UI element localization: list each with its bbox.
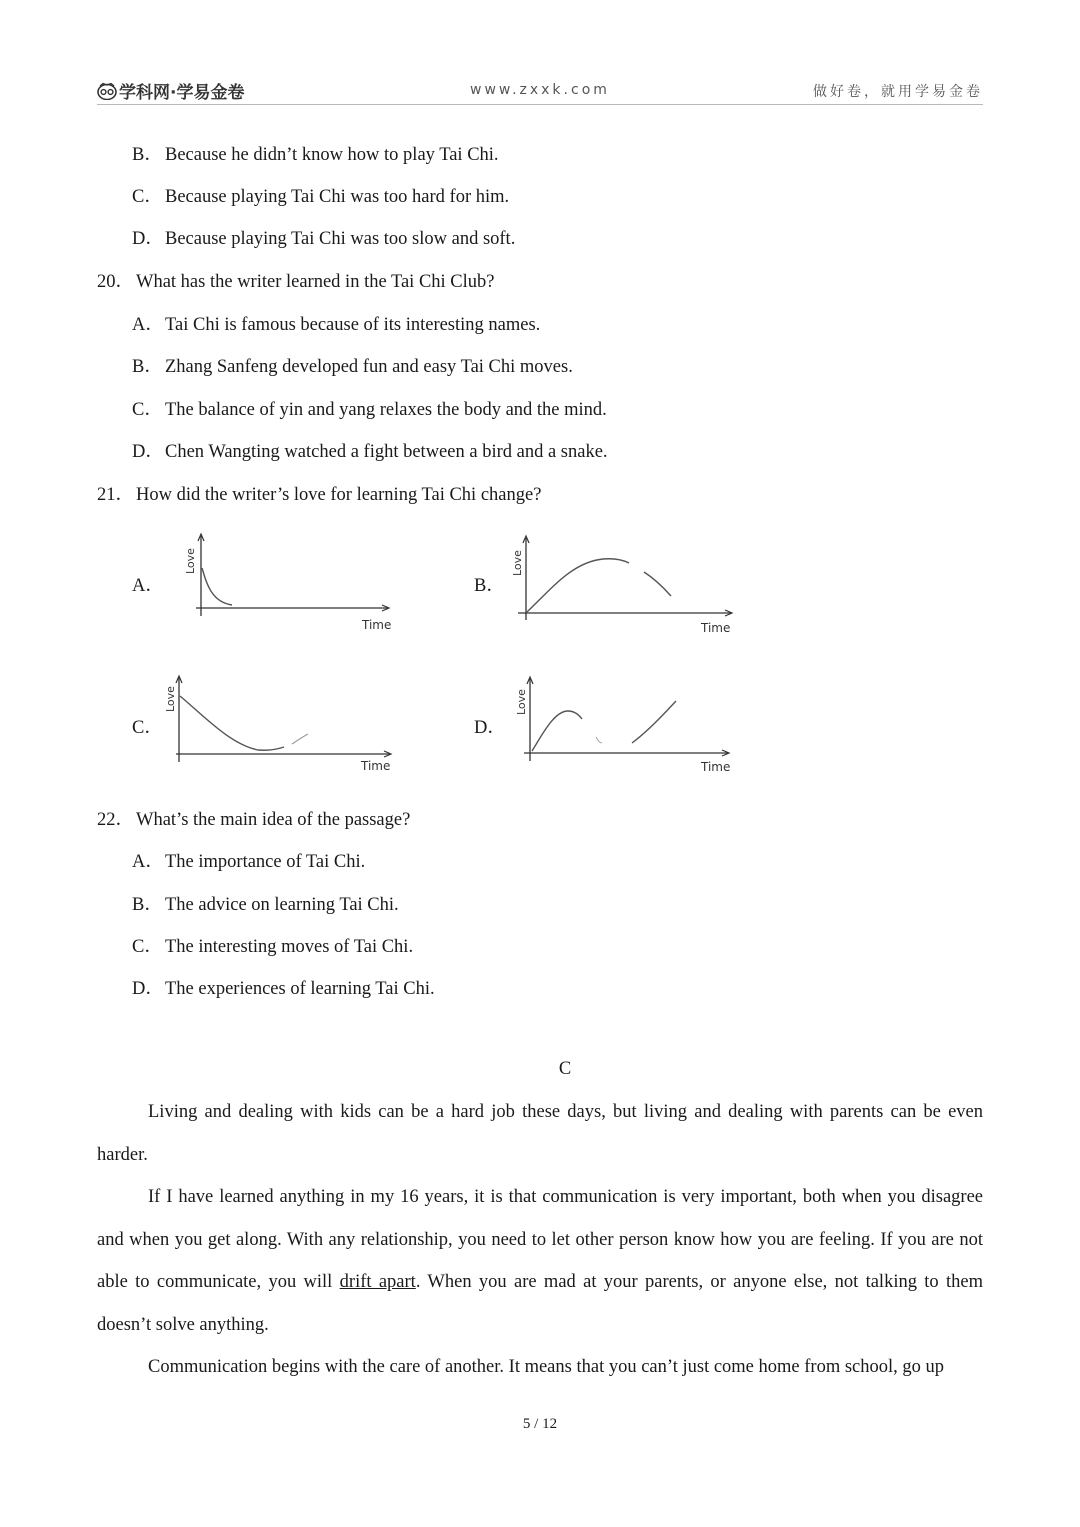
option-letter: C． — [132, 937, 163, 957]
option-letter: B． — [132, 145, 163, 165]
page-number: 5 / 12 — [522, 1416, 558, 1432]
x-axis-label: Time — [701, 760, 731, 774]
site-url: www.zxxk.com — [470, 82, 610, 98]
q20-option-c — [132, 395, 607, 421]
q20-option-b — [132, 352, 573, 378]
section-heading: C — [558, 1059, 572, 1079]
q22-option-c — [132, 932, 413, 958]
chart-b-label: B． — [474, 576, 505, 596]
q22-option-b — [132, 890, 399, 916]
option-letter: B． — [132, 895, 163, 915]
chart-a-label: A． — [132, 576, 164, 596]
logo-text: 学科网·学易金卷 — [119, 83, 245, 103]
q20-option-d — [132, 437, 608, 463]
x-axis-label: Time — [701, 621, 731, 635]
option-letter: D． — [132, 229, 164, 249]
love-curve-rise — [532, 711, 582, 751]
option-text: The experiences of learning Tai Chi. — [165, 979, 435, 999]
chart-b — [503, 532, 743, 637]
love-curve-tail — [292, 734, 308, 744]
option-text: Because playing Tai Chi was too hard for him. — [165, 187, 510, 207]
underlined-phrase: drift apart — [339, 1272, 416, 1292]
love-curve-rise — [527, 559, 629, 612]
q22-option-a — [132, 847, 365, 873]
question-number: 20． — [97, 272, 135, 292]
passage-paragraph-1: Living and dealing with kids can be a hard job these days, but living and dealing with parents can be even harder. — [97, 1102, 983, 1165]
question-number: 21． — [97, 485, 135, 505]
question-text: What’s the main idea of the passage? — [136, 810, 411, 830]
option-text: The interesting moves of Tai Chi. — [165, 937, 414, 957]
question-20 — [97, 267, 495, 293]
question-text: How did the writer’s love for learning Tai Chi change? — [136, 485, 542, 505]
option-text: Zhang Sanfeng developed fun and easy Tai Chi moves. — [165, 357, 573, 377]
q22-option-d — [132, 974, 435, 1000]
option-letter: B． — [132, 357, 163, 377]
option-letter: A． — [132, 315, 164, 335]
passage-paragraph-3: Communication begins with the care of another. It means that you can’t just come home from school, go up — [148, 1357, 945, 1377]
love-curve — [202, 568, 232, 605]
question-21 — [97, 480, 541, 506]
love-curve-dip — [596, 737, 602, 743]
logo — [97, 78, 244, 103]
x-axis-label: Time — [361, 759, 391, 773]
y-axis-label: Love — [511, 550, 524, 576]
chart-d — [508, 673, 743, 778]
question-number: 22． — [97, 810, 135, 830]
q19-option-b — [132, 140, 499, 166]
q20-option-a — [132, 310, 540, 336]
option-text: The advice on learning Tai Chi. — [165, 895, 399, 915]
chart-a — [180, 530, 400, 635]
passage-paragraph-2 — [97, 1176, 983, 1346]
love-curve-fall — [644, 572, 671, 596]
question-22 — [97, 805, 410, 831]
option-text: Because playing Tai Chi was too slow and soft. — [165, 229, 516, 249]
paragraph-text: . When you are mad at your parents, or anyone else, not talking to them doesn’t solve anything. — [97, 1272, 983, 1335]
option-text: The balance of yin and yang relaxes the body and the mind. — [165, 400, 607, 420]
owl-logo-icon — [97, 82, 117, 100]
y-axis-label: Love — [164, 686, 177, 712]
love-curve — [180, 696, 284, 750]
option-text: Chen Wangting watched a fight between a bird and a snake. — [165, 442, 608, 462]
chart-c — [160, 672, 400, 777]
q19-option-d — [132, 224, 515, 250]
love-curve-recover — [632, 701, 676, 743]
chart-c-label: C． — [132, 718, 163, 738]
option-letter: C． — [132, 400, 163, 420]
chart-d-label: D． — [474, 718, 506, 738]
option-letter: C． — [132, 187, 163, 207]
y-axis-label: Love — [515, 689, 528, 715]
option-text: Because he didn’t know how to play Tai Chi. — [165, 145, 499, 165]
option-letter: D． — [132, 979, 164, 999]
x-axis-label: Time — [362, 618, 392, 632]
option-text: The importance of Tai Chi. — [165, 852, 366, 872]
y-axis-label: Love — [184, 548, 197, 574]
question-text: What has the writer learned in the Tai Chi Club? — [136, 272, 495, 292]
option-letter: D． — [132, 442, 164, 462]
q19-option-c — [132, 182, 509, 208]
option-text: Tai Chi is famous because of its interesting names. — [165, 315, 541, 335]
paragraph-text: If I have learned anything in my 16 years, it is that communication is very important, both when you disagree and when you get along. With any relationship, you need to let other person know how you are feeling. If you are not able to communicate, you will — [97, 1187, 983, 1292]
header-slogan: 做好卷，就用学易金卷 — [813, 84, 983, 100]
page-header — [97, 76, 983, 105]
option-letter: A． — [132, 852, 164, 872]
